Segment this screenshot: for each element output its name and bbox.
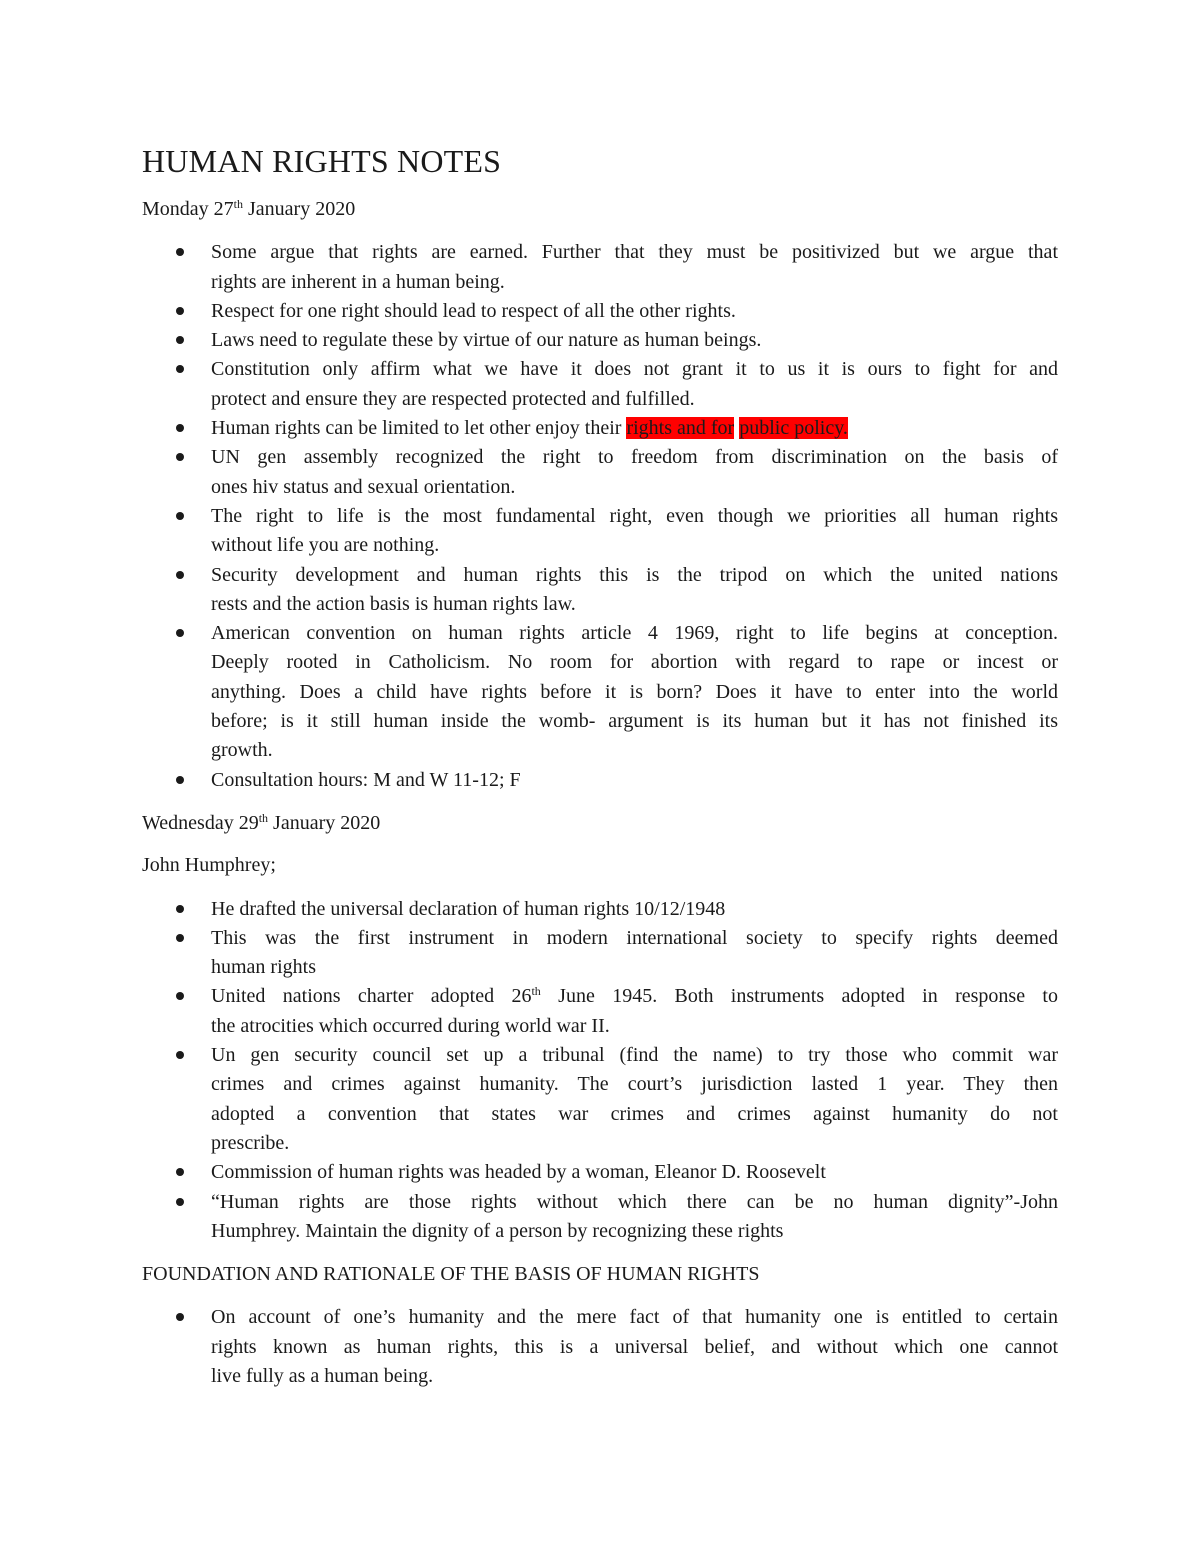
section-heading: FOUNDATION AND RATIONALE OF THE BASIS OF HUMAN RIGHTS: [142, 1263, 760, 1286]
line: without life you are nothing.: [211, 534, 440, 557]
bullet-list-foundation: [142, 1303, 1058, 1391]
line: Consultation hours: M and W 11-12; F: [211, 768, 521, 791]
list-item: [211, 1158, 1058, 1187]
line: prescribe.: [211, 1131, 290, 1154]
list-item: [211, 443, 1058, 502]
list-item: [211, 766, 1058, 795]
line: Security development and human rights this is the tripod on which the united nations: [211, 563, 1058, 586]
line: live fully as a human being.: [211, 1364, 434, 1387]
line: [211, 982, 1058, 1011]
list-item: [211, 924, 1058, 983]
list-item: [211, 982, 1058, 1041]
list-item: [211, 1188, 1058, 1247]
line: Commission of human rights was headed by a woman, Eleanor D. Roosevelt: [211, 1161, 826, 1184]
document-page: [142, 0, 1058, 1391]
line: before; is it still human inside the womb- argument is its human but it has not finished its: [211, 710, 1058, 733]
bullet-list-wednesday: [142, 895, 1058, 1247]
line: [211, 414, 1058, 443]
line: ones hiv status and sexual orientation.: [211, 475, 516, 498]
line-text: United nations charter adopted 26: [211, 985, 532, 1008]
date-text: January 2020: [243, 198, 356, 220]
list-item: [211, 895, 1058, 924]
highlighted-text: rights and for: [626, 417, 735, 440]
line: growth.: [211, 739, 273, 762]
line: UN gen assembly recognized the right to freedom from discrimination on the basis of: [211, 446, 1058, 469]
line: rights known as human rights, this is a universal belief, and without which one cannot: [211, 1335, 1058, 1358]
line: the atrocities which occurred during world war II.: [211, 1014, 610, 1037]
list-item: [211, 1041, 1058, 1158]
list-item: [211, 297, 1058, 326]
line: Un gen security council set up a tribunal (find the name) to try those who commit war: [211, 1044, 1058, 1067]
entry-intro: John Humphrey;: [142, 854, 276, 877]
line: protect and ensure they are respected protected and fulfilled.: [211, 387, 695, 410]
list-item: [211, 238, 1058, 297]
bullet-list-monday: [142, 238, 1058, 795]
line-text: June 1945. Both instruments adopted in response to: [540, 985, 1058, 1008]
line-text: Human rights can be limited to let other enjoy their: [211, 417, 627, 440]
line: “Human rights are those rights without which there can be no human dignity”-John: [211, 1190, 1058, 1213]
list-item: [211, 326, 1058, 355]
list-item: [211, 355, 1058, 414]
line: human rights: [211, 956, 316, 979]
list-item-highlighted: [211, 414, 1058, 443]
line: The right to life is the most fundamental right, even though we priorities all human rights: [211, 504, 1058, 527]
line: Respect for one right should lead to respect of all the other rights.: [211, 299, 736, 322]
highlighted-text: public policy.: [739, 417, 848, 440]
line: Laws need to regulate these by virtue of our nature as human beings.: [211, 329, 762, 352]
line: This was the first instrument in modern international society to specify rights deemed: [211, 926, 1058, 949]
line: Constitution only affirm what we have it does not grant it to us it is ours to fight for and: [211, 358, 1058, 381]
date-text: January 2020: [268, 811, 381, 834]
date-ordinal: th: [233, 197, 244, 211]
date-text: Monday 27: [142, 198, 234, 220]
ordinal: th: [531, 984, 541, 999]
date-ordinal: th: [258, 810, 269, 825]
date-text: Wednesday 29: [142, 811, 259, 834]
document-title: HUMAN RIGHTS NOTES: [142, 143, 502, 179]
line: On account of one’s humanity and the mere fact of that humanity one is entitled to certain: [211, 1306, 1058, 1329]
entry-date-monday: [142, 195, 1058, 224]
line: Some argue that rights are earned. Further that they must be positivized but we argue that: [211, 241, 1058, 264]
line: rests and the action basis is human rights law.: [211, 592, 576, 615]
entry-date-wednesday: [142, 809, 1058, 838]
list-item: [211, 561, 1058, 620]
line: adopted a convention that states war crimes and crimes against humanity do not: [211, 1102, 1058, 1125]
line: Humphrey. Maintain the dignity of a person by recognizing these rights: [211, 1219, 784, 1242]
line: He drafted the universal declaration of human rights 10/12/1948: [211, 897, 726, 920]
line: crimes and crimes against humanity. The court’s jurisdiction lasted 1 year. They then: [211, 1073, 1058, 1096]
line: anything. Does a child have rights before it is born? Does it have to enter into the world: [211, 680, 1058, 703]
list-item: [211, 502, 1058, 561]
line: rights are inherent in a human being.: [211, 270, 505, 293]
line: American convention on human rights article 4 1969, right to life begins at conception.: [211, 622, 1058, 645]
line: Deeply rooted in Catholicism. No room for abortion with regard to rape or incest or: [211, 651, 1058, 674]
list-item: [211, 1303, 1058, 1391]
list-item: [211, 619, 1058, 765]
